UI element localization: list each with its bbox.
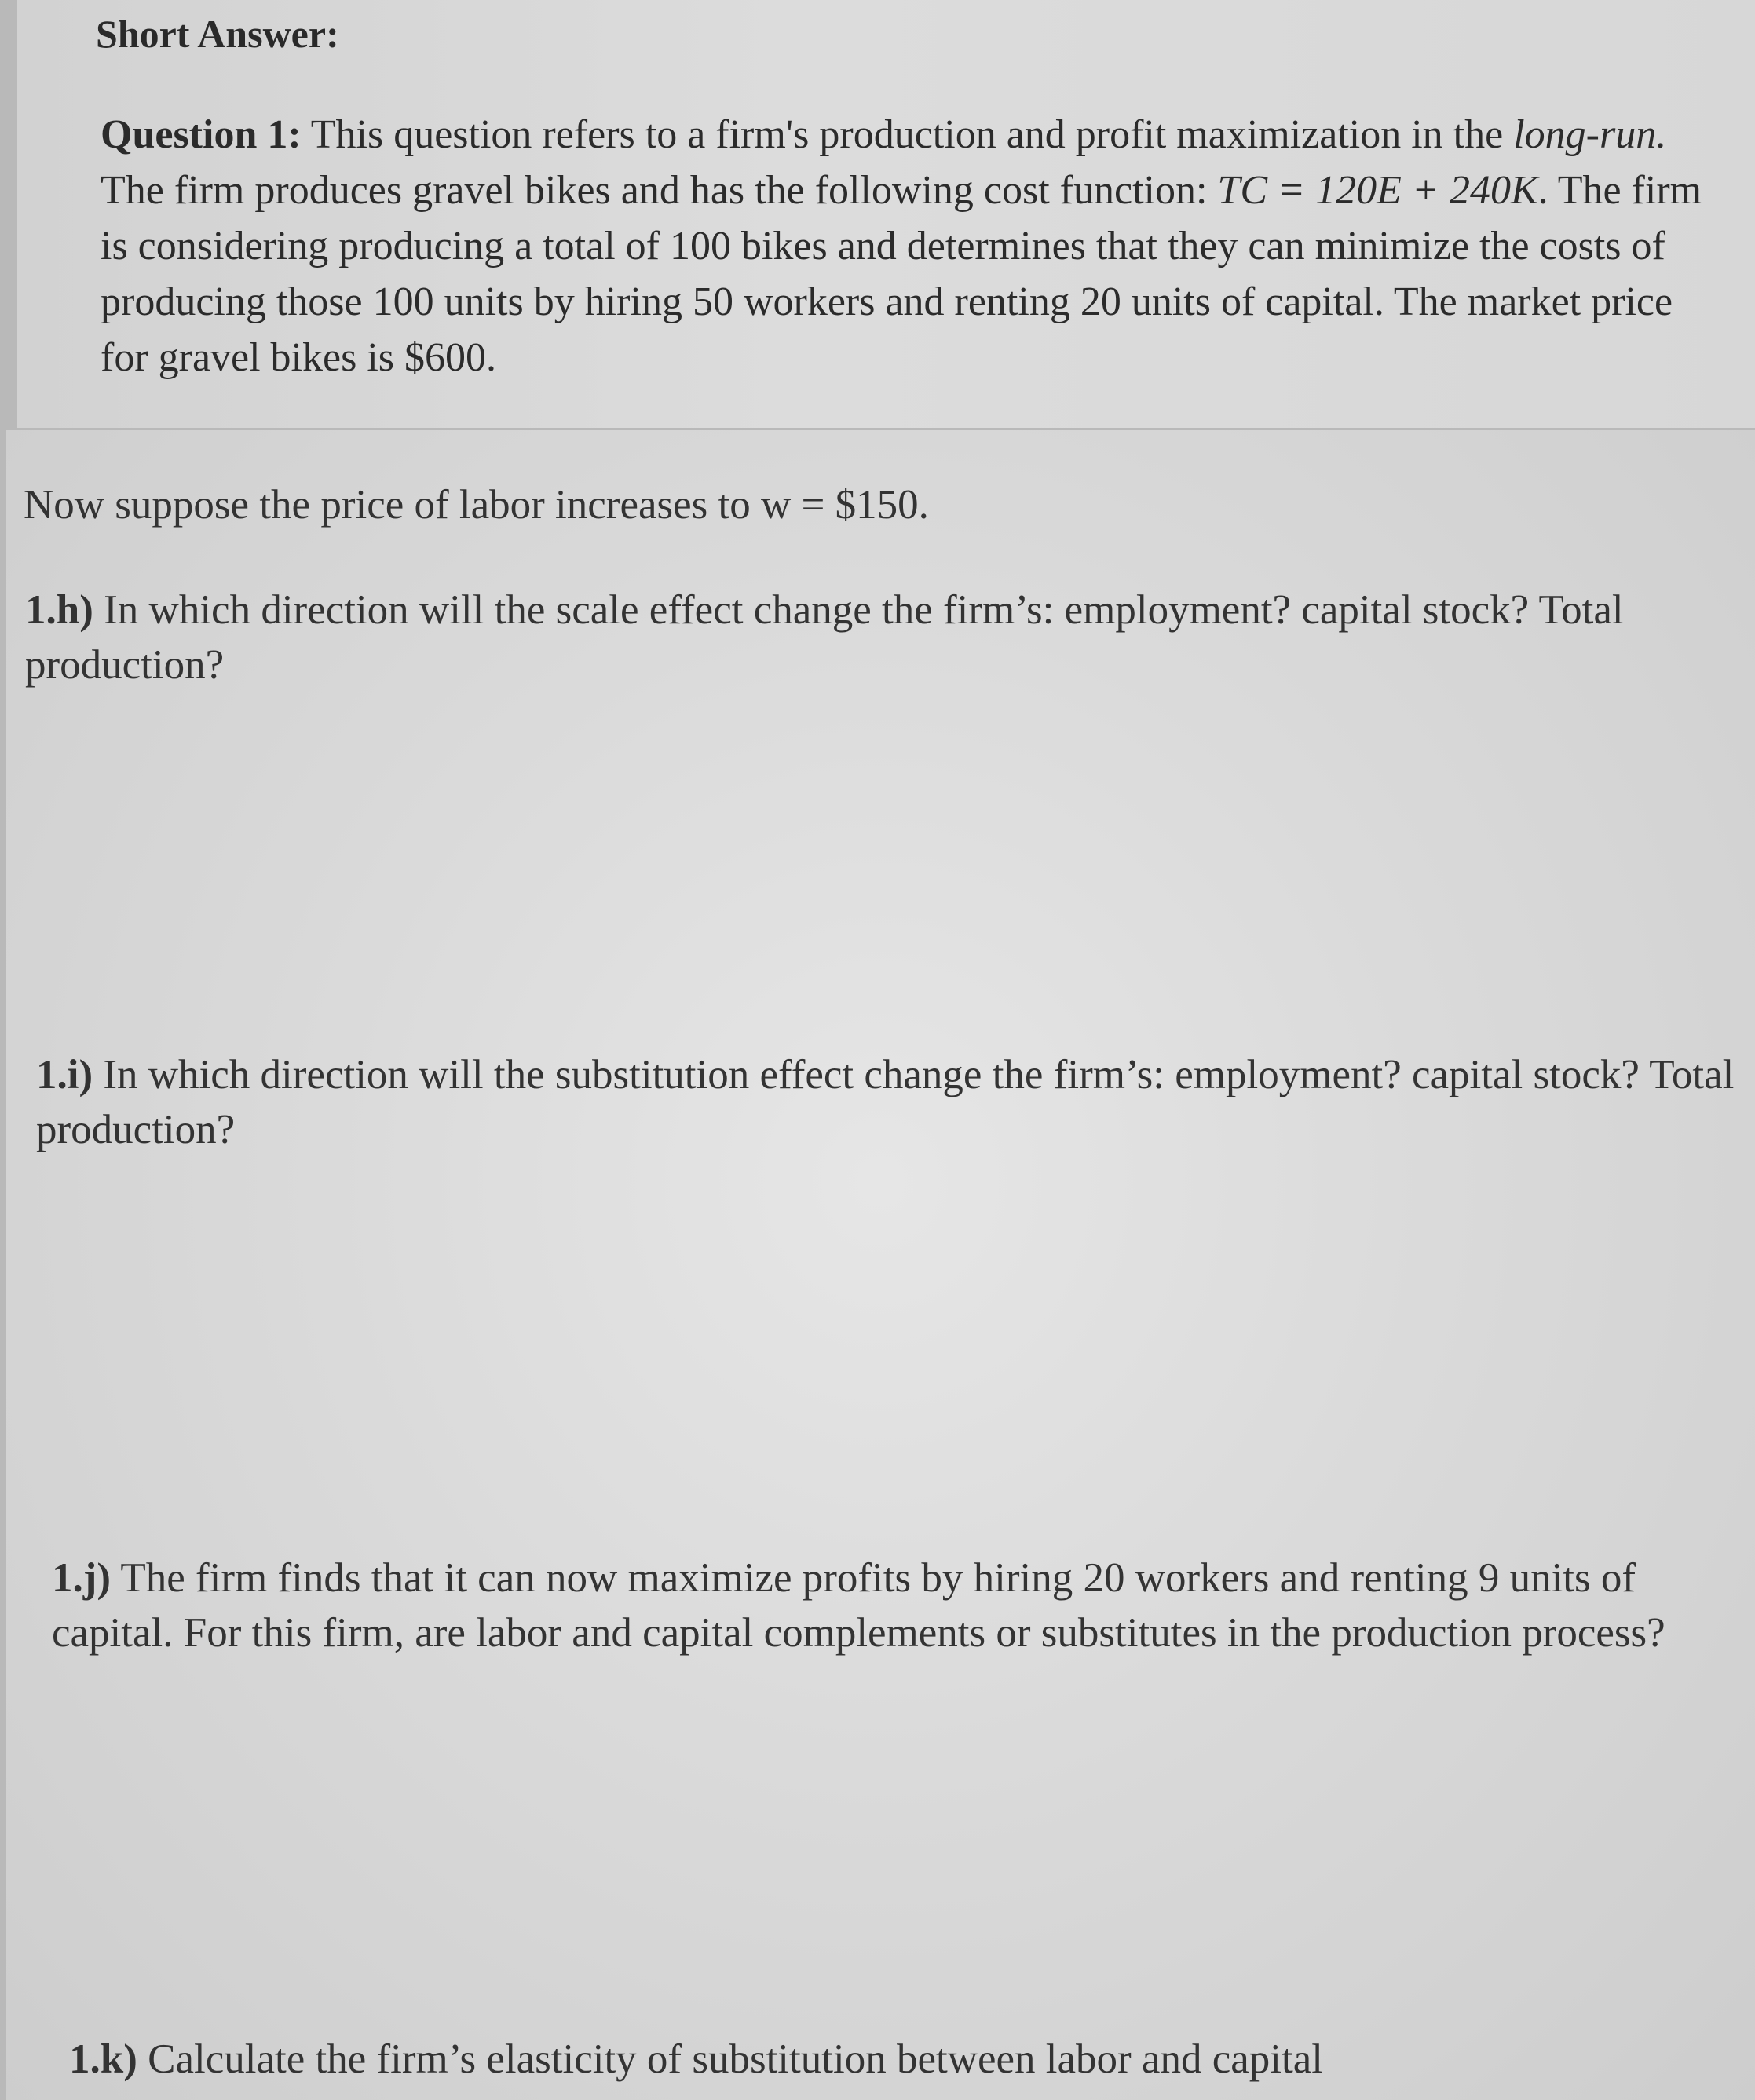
part-1j-text: The firm finds that it can now maximize profits by hiring 20 workers and renting 9 units of capital. For this firm, are labor and capital complements or substitutes in the production process? bbox=[52, 1555, 1665, 1656]
question-1-text-a: This question refers to a firm's production and profit maximization in the bbox=[301, 112, 1514, 157]
part-1j-prompt bbox=[52, 1550, 1740, 1660]
part-1j-answer-area[interactable] bbox=[24, 1664, 1728, 2025]
scenario-text: Now suppose the price of labor increases to w = $150. bbox=[24, 482, 929, 528]
question-1-prompt bbox=[101, 107, 1718, 385]
part-1k-text: Calculate the firm’s elasticity of substitution between labor and capital bbox=[137, 2036, 1323, 2082]
question-1-text-b: The firm produces gravel bikes and has the following cost function: bbox=[101, 168, 1218, 213]
part-1h-label: 1.h) bbox=[25, 587, 93, 633]
part-1i-text: In which direction will the substitution effect change the firm’s: employment? capital stock? Total production? bbox=[36, 1052, 1735, 1152]
cost-function-formula: TC = 120E + 240K bbox=[1217, 168, 1538, 213]
part-1i-answer-area[interactable] bbox=[24, 1162, 1728, 1539]
part-1j-label: 1.j) bbox=[52, 1555, 112, 1601]
part-1k-prompt bbox=[69, 2032, 1734, 2087]
part-1h-prompt bbox=[25, 583, 1737, 692]
part-1i-prompt bbox=[36, 1047, 1740, 1157]
question-1-label: Question 1: bbox=[101, 112, 302, 157]
question-1-text-italic: long-run. bbox=[1513, 112, 1667, 157]
part-1i-label: 1.i) bbox=[36, 1052, 93, 1097]
part-1h-answer-area[interactable] bbox=[24, 699, 1728, 1028]
section-heading: Short Answer: bbox=[96, 12, 339, 56]
question-1-text-c: . The firm is considering producing a total of 100 bikes and determines that they can minimize the costs of producing those 100 units by hiring 50 workers and renting 20 units of capital. The market price for gravel bikes is $600. bbox=[101, 168, 1702, 380]
part-1k-label: 1.k) bbox=[69, 2036, 137, 2082]
part-1h-text: In which direction will the scale effect change the firm’s: employment? capital stock? Total production? bbox=[25, 587, 1624, 688]
